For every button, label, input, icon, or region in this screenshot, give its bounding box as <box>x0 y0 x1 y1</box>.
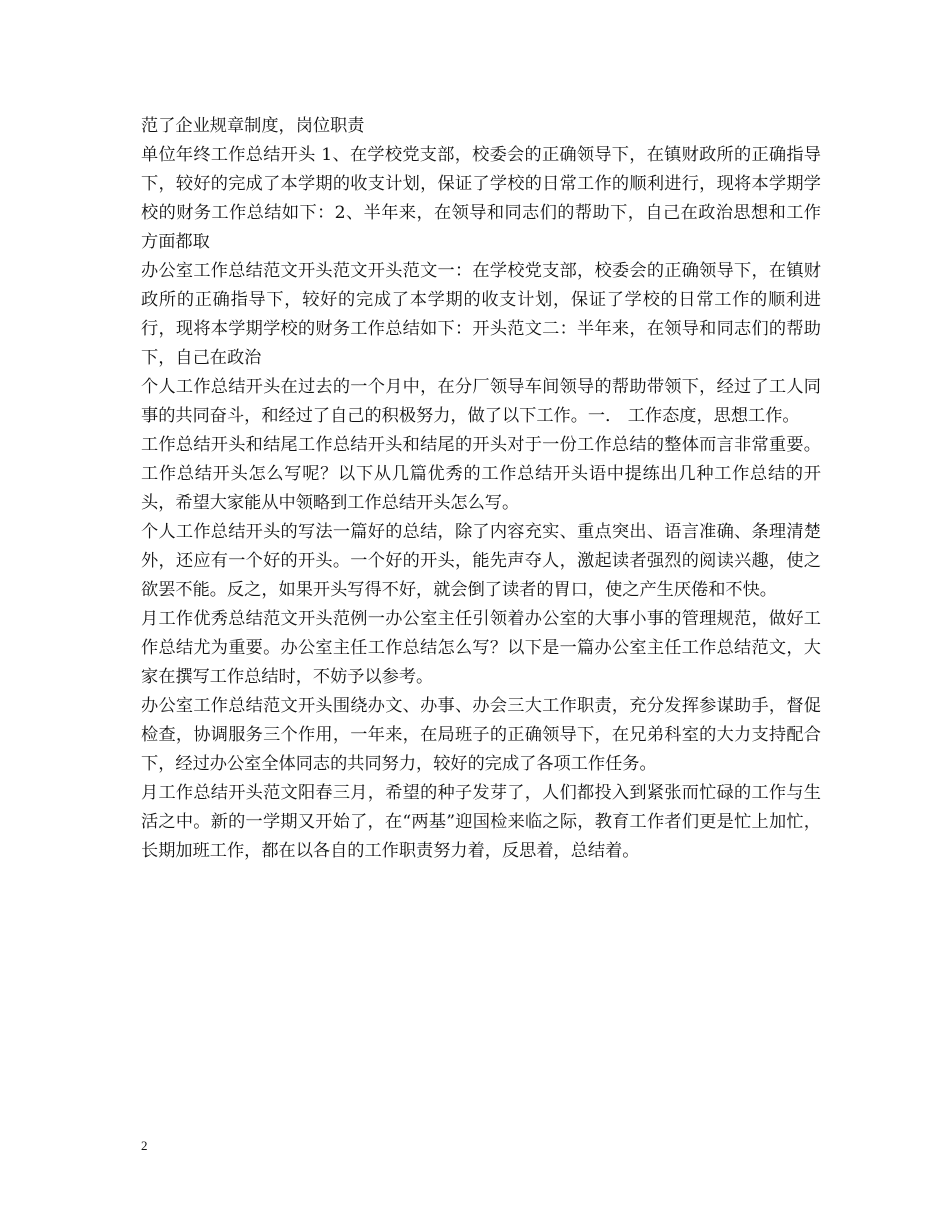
document-body <box>141 112 821 866</box>
paragraph-6: 个人工作总结开头的写法一篇好的总结，除了内容充实、重点突出、语言准确、条理清楚外，还应有一个好的开头。一个好的开头，能先声夺人，激起读者强烈的阅读兴趣，使之欲罢不能。反之，如果开头写得不好，就会倒了读者的胃口，使之产生厌倦和不快。 <box>141 522 821 600</box>
paragraph-7: 月工作优秀总结范文开头范例一办公室主任引领着办公室的大事小事的管理规范，做好工作总结尤为重要。办公室主任工作总结怎么写？以下是一篇办公室主任工作总结范文，大家在撰写工作总结时，不妨予以参考。 <box>141 609 821 687</box>
paragraph-5: 工作总结开头和结尾工作总结开头和结尾的开头对于一份工作总结的整体而言非常重要。工作总结开头怎么写呢？以下从几篇优秀的工作总结开头语中提练出几种工作总结的开头，希望大家能从中领略到工作总结开头怎么写。 <box>141 435 821 513</box>
page-number: 2 <box>141 1138 148 1153</box>
paragraph-4: 个人工作总结开头在过去的一个月中，在分厂领导车间领导的帮助带领下，经过了工人同事的共同奋斗，和经过了自己的积极努力，做了以下工作。一． 工作态度，思想工作。 <box>141 377 821 426</box>
paragraph-1: 范了企业规章制度，岗位职责 <box>141 116 365 136</box>
paragraph-9: 月工作总结开头范文阳春三月，希望的种子发芽了，人们都投入到紧张而忙碌的工作与生活之中。新的一学期又开始了，在“两基”迎国检来临之际，教育工作者们更是忙上加忙，长期加班工作，都在以各自的工作职责努力着，反思着，总结着。 <box>141 783 821 861</box>
paragraph-2: 单位年终工作总结开头 1、在学校党支部，校委会的正确领导下，在镇财政所的正确指导下，较好的完成了本学期的收支计划，保证了学校的日常工作的顺利进行，现将本学期学校的财务工作总结如下：2、半年来，在领导和同志们的帮助下，自己在政治思想和工作方面都取 <box>141 145 821 252</box>
paragraph-8: 办公室工作总结范文开头围绕办文、办事、办会三大工作职责，充分发挥参谋助手，督促检查，协调服务三个作用，一年来，在局班子的正确领导下，在兄弟科室的大力支持配合下，经过办公室全体同志的共同努力，较好的完成了各项工作任务。 <box>141 696 821 774</box>
paragraph-3: 办公室工作总结范文开头范文开头范文一：在学校党支部，校委会的正确领导下，在镇财政所的正确指导下，较好的完成了本学期的收支计划，保证了学校的日常工作的顺利进行，现将本学期学校的财务工作总结如下：开头范文二：半年来，在领导和同志们的帮助下，自己在政治 <box>141 261 821 368</box>
